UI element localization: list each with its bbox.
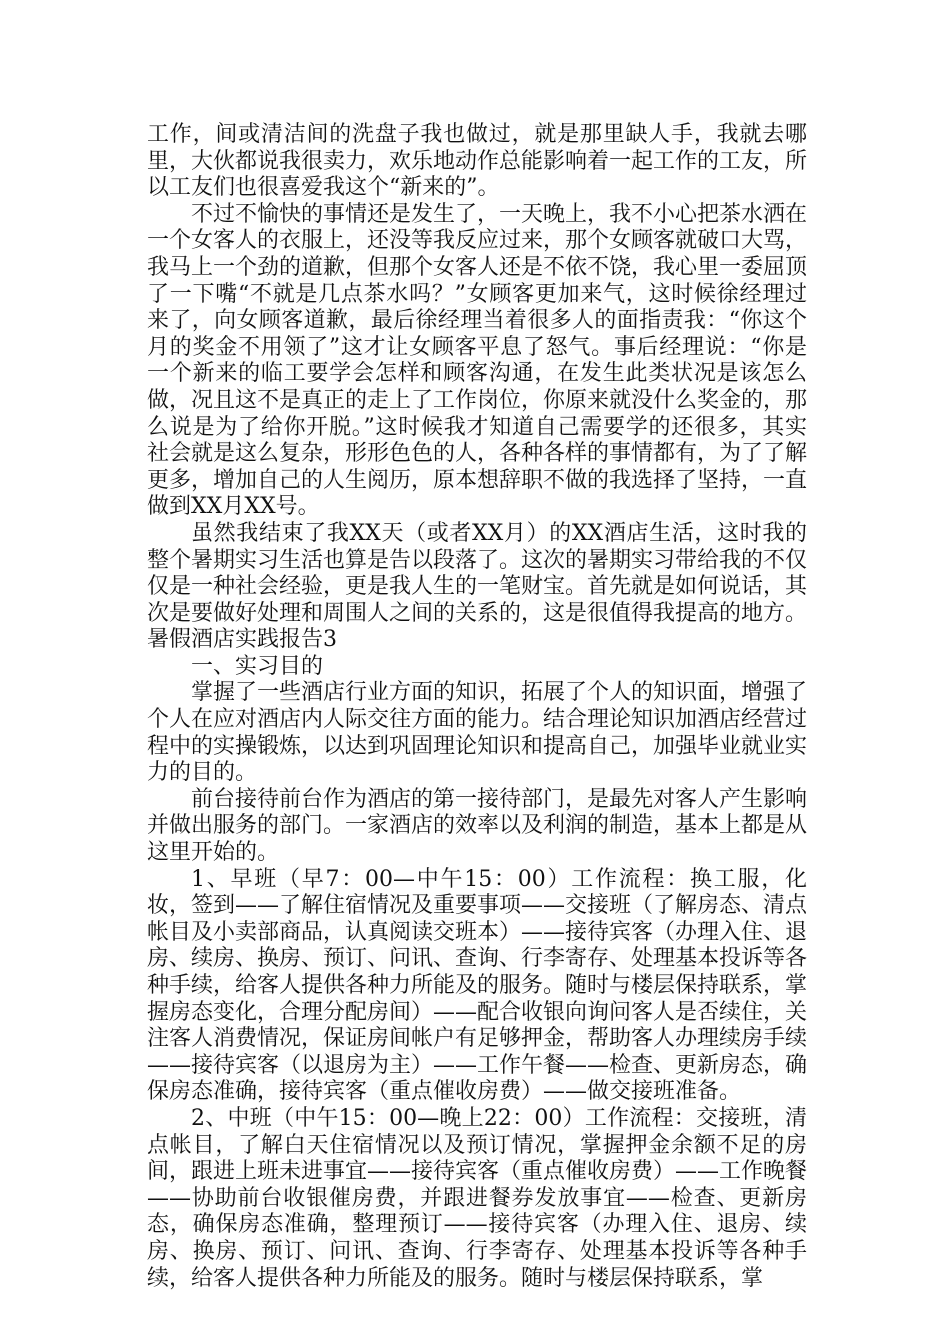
paragraph-4: 掌握了一些酒店行业方面的知识，拓展了个人的知识面，增强了个人在应对酒店内人际交往方面的能力。结合理论知识加酒店经营过程中的实操锻炼，以达到巩固理论知识和提高自己，加强毕业就业实力的目的。 [147, 680, 808, 786]
section-heading-objective: 一、实习目的 [191, 653, 324, 679]
paragraph-middle-shift: 2、中班（中午15：00—晚上22：00）工作流程：交接班，清点帐目，了解白天住宿情况以及预订情况，掌握押金余额不足的房间，跟进上班未进事宜——接待宾客（重点催收房费）——工作晚餐——协助前台收银催房费，并跟进餐券发放事宜——检查、更新房态，确保房态准确，整理预订——接待宾客（办理入住、退房、续房、换房、预订、问讯、查询、行李寄存、处理基本投诉等各种手续，给客人提供各种力所能及的服务。随时与楼层保持联系，掌 [147, 1105, 808, 1291]
paragraph-morning-shift: 1、早班（早7：00—中午15：00）工作流程：换工服，化妆，签到——了解住宿情况及重要事项——交接班（了解房态、清点帐目及小卖部商品，认真阅读交班本）——接待宾客（办理入住、退房、续房、换房、预订、问讯、查询、行李寄存、处理基本投诉等各种手续，给客人提供各种力所能及的服务。随时与楼层保持联系，掌握房态变化，合理分配房间）——配合收银向询问客人是否续住，关注客人消费情况，保证房间帐户有足够押金，帮助客人办理续房手续——接待宾客（以退房为主）——工作午餐——检查、更新房态，确保房态准确，接待宾客（重点催收房费）——做交接班准备。 [147, 866, 808, 1105]
paragraph-2: 不过不愉快的事情还是发生了，一天晚上，我不小心把茶水洒在一个女客人的衣服上，还没等我反应过来，那个女顾客就破口大骂，我马上一个劲的道歉，但那个女客人还是不依不饶，我心里一委屈顶了一下嘴“不就是几点茶水吗？”女顾客更加来气，这时候徐经理过来了，向女顾客道歉，最后徐经理当着很多人的面指责我：“你这个月的奖金不用领了”这才让女顾客平息了怒气。事后经理说：“你是一个新来的临工要学会怎样和顾客沟通，在发生此类状况是该怎么做，况且这不是真正的走上了工作岗位，你原来就没什么奖金的，那么说是为了给你开脱。”这时候我才知道自己需要学的还很多，其实社会就是这么复杂，形形色色的人，各种各样的事情都有，为了了解更多，增加自己的人生阅历，原本想辞职不做的我选择了坚持，一直做到XX月XX号。 [147, 201, 808, 520]
paragraph-3: 虽然我结束了我XX天（或者XX月）的XX酒店生活，这时我的整个暑期实习生活也算是告以段落了。这次的暑期实习带给我的不仅仅是一种社会经验，更是我人生的一笔财宝。首先就是如何说话，其次是要做好处理和周围人之间的关系的，这是很值得我提高的地方。暑假酒店实践报告3 [147, 520, 808, 653]
document-body [147, 122, 807, 1292]
paragraph-5: 前台接待前台作为酒店的第一接待部门，是最先对客人产生影响并做出服务的部门。一家酒店的效率以及利润的制造，基本上都是从这里开始的。 [147, 786, 808, 866]
paragraph-1: 工作，间或清洁间的洗盘子我也做过，就是那里缺人手，我就去哪里，大伙都说我很卖力，欢乐地动作总能影响着一起工作的工友，所以工友们也很喜爱我这个“新来的”。 [147, 122, 808, 201]
